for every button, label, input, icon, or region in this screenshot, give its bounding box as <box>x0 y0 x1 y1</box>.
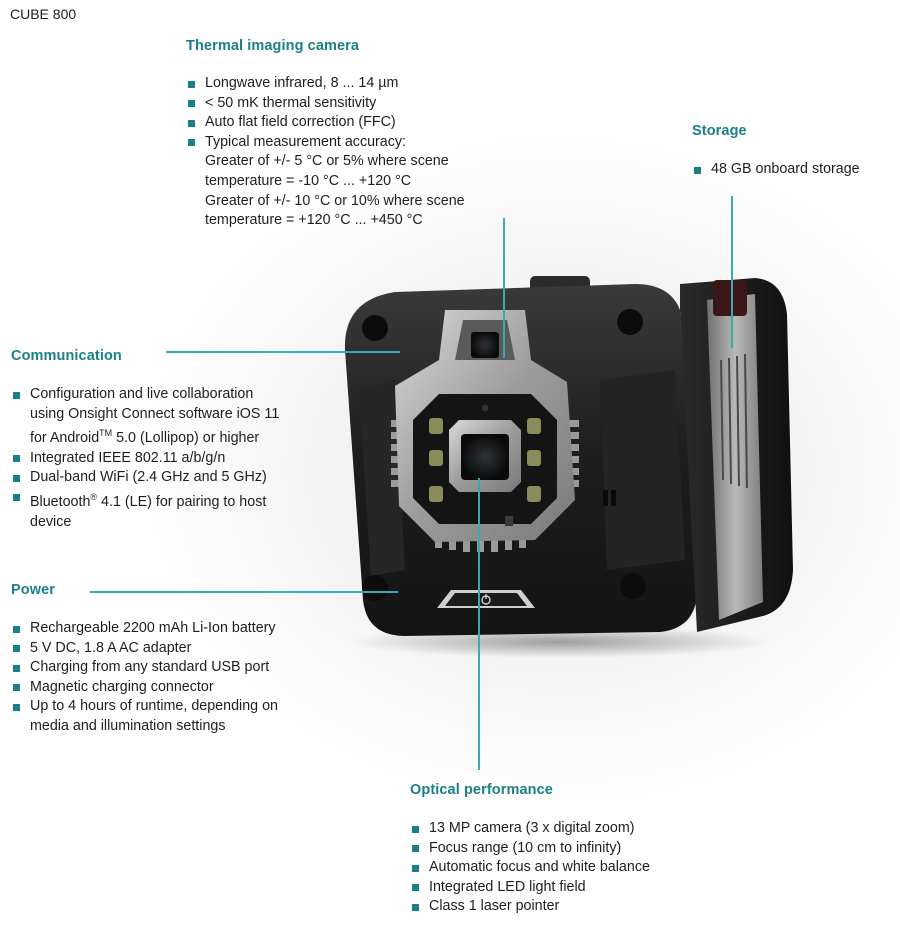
storage-heading: Storage <box>692 123 747 139</box>
accuracy-line: Greater of +/- 10 °C or 10% where scene <box>205 192 465 209</box>
list-item: Integrated IEEE 802.11 a/b/g/n <box>11 449 356 469</box>
communication-list <box>11 385 356 532</box>
thermal-list <box>186 74 546 231</box>
list-item: < 50 mK thermal sensitivity <box>186 94 546 114</box>
optical-heading: Optical performance <box>410 782 553 798</box>
list-item-line: 5.0 (Lollipop) or higher <box>112 430 260 447</box>
accuracy-label: Typical measurement accuracy: <box>205 133 407 150</box>
thermal-section <box>186 38 546 231</box>
storage-section <box>692 123 897 180</box>
power-section <box>11 582 341 737</box>
list-item: 5 V DC, 1.8 A AC adapter <box>11 639 341 659</box>
list-item-line: Up to 4 hours of runtime, depending on <box>30 698 278 715</box>
storage-list <box>692 160 897 180</box>
list-item: 13 MP camera (3 x digital zoom) <box>410 819 710 839</box>
list-item <box>186 133 546 231</box>
trademark-mark: TM <box>99 428 113 439</box>
list-item: Focus range (10 cm to infinity) <box>410 839 710 859</box>
list-item-line: media and illumination settings <box>30 717 226 734</box>
list-item: Dual-band WiFi (2.4 GHz and 5 GHz) <box>11 468 356 488</box>
list-item: Charging from any standard USB port <box>11 658 341 678</box>
list-item: Magnetic charging connector <box>11 678 341 698</box>
accuracy-line: Greater of +/- 5 °C or 5% where scene <box>205 153 449 170</box>
list-item <box>11 488 356 532</box>
accuracy-line: temperature = -10 °C ... +120 °C <box>205 172 412 189</box>
list-item-line: using Onsight Connect software iOS 11 <box>30 405 280 422</box>
thermal-heading: Thermal imaging camera <box>186 38 360 54</box>
list-item: Auto flat field correction (FFC) <box>186 113 546 133</box>
optical-section <box>410 782 710 917</box>
list-item: Integrated LED light field <box>410 878 710 898</box>
list-item: 48 GB onboard storage <box>692 160 897 180</box>
list-item-line: Configuration and live collaboration <box>30 386 254 402</box>
list-item: Class 1 laser pointer <box>410 897 710 917</box>
power-heading: Power <box>11 582 56 598</box>
power-list <box>11 619 341 737</box>
registered-mark: ® <box>90 491 98 502</box>
list-item-line: Bluetooth <box>30 493 91 510</box>
list-item-line: device <box>30 513 72 530</box>
document-title: CUBE 800 <box>10 6 77 22</box>
list-item <box>11 697 341 736</box>
list-item-line: 4.1 (LE) for pairing to host <box>97 493 267 510</box>
list-item-line: for Android <box>30 430 100 447</box>
communication-heading: Communication <box>11 348 122 364</box>
list-item <box>11 385 356 449</box>
optical-list <box>410 819 710 917</box>
list-item: Longwave infrared, 8 ... 14 µm <box>186 74 546 94</box>
list-item: Rechargeable 2200 mAh Li-Ion battery <box>11 619 341 639</box>
accuracy-line: temperature = +120 °C ... +450 °C <box>205 212 423 229</box>
communication-section <box>11 348 356 532</box>
list-item: Automatic focus and white balance <box>410 858 710 878</box>
thermal-callout-line <box>503 218 505 358</box>
cube-800-device-image <box>335 270 797 660</box>
storage-callout-line <box>731 196 733 348</box>
optical-callout-line <box>478 478 480 770</box>
